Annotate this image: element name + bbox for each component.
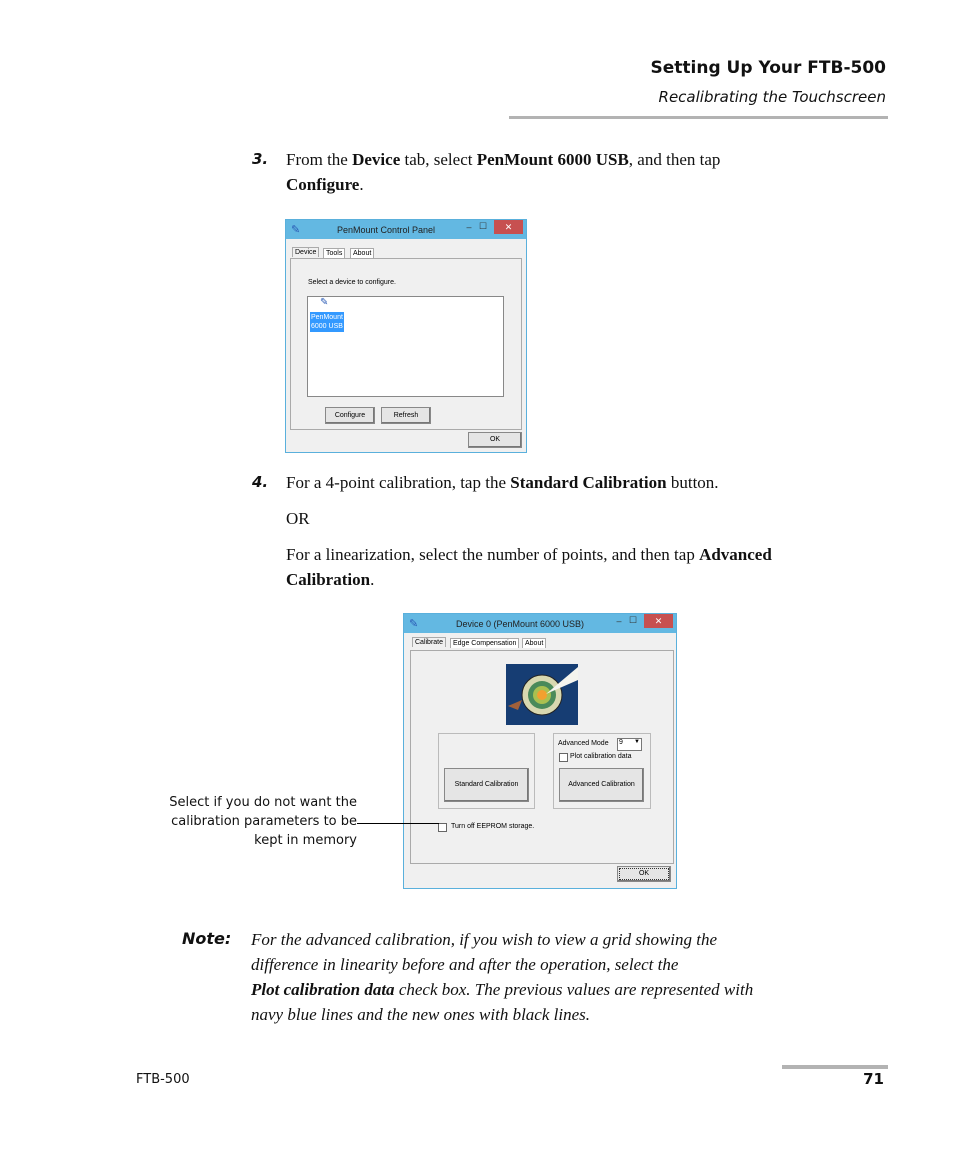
footer-rule — [782, 1065, 888, 1069]
title-bar — [404, 614, 676, 633]
minimize-button[interactable]: – — [616, 616, 622, 626]
tab-tools[interactable]: Tools — [323, 248, 345, 258]
tab-edge-compensation[interactable]: Edge Compensation — [450, 638, 519, 648]
select-device-label: Select a device to configure. — [308, 279, 396, 286]
footer-product: FTB-500 — [136, 1072, 190, 1087]
eeprom-label: Turn off EEPROM storage. — [451, 823, 535, 830]
device-list[interactable] — [307, 296, 504, 397]
ok-button[interactable]: OK — [468, 432, 522, 448]
advanced-calibration-button[interactable]: Advanced Calibration — [559, 768, 644, 802]
chapter-title: Setting Up Your FTB-500 — [650, 58, 886, 78]
pen-device-icon: ✎ — [320, 297, 329, 308]
callout-line — [357, 823, 439, 824]
step-3-text: From the Device tab, select PenMount 6000 USB, and then tap Configure. — [286, 150, 721, 194]
note-text: For the advanced calibration, if you wish to view a grid showing the difference in linearity before and after the operation, select the Plot calibration data check box. The previous values are represented with navy blue lines and the new ones with black lines. — [251, 930, 754, 1024]
device-item-penmount-6000-usb[interactable]: PenMount 6000 USB — [311, 314, 343, 330]
penmount-control-panel-window — [285, 219, 527, 453]
standard-calibration-button[interactable]: Standard Calibration — [444, 768, 529, 802]
maximize-button[interactable]: ☐ — [628, 615, 638, 625]
tab-calibrate[interactable]: Calibrate — [412, 637, 446, 647]
close-button[interactable]: ✕ — [644, 614, 673, 628]
tab-panel — [290, 258, 522, 430]
maximize-button[interactable]: ☐ — [478, 221, 488, 231]
calibration-target-image — [506, 664, 578, 725]
step-4-text: For a 4-point calibration, tap the Standard Calibration button. OR For a linearization, select the number of points, and then tap Advanced Calibration. — [286, 473, 772, 589]
advanced-mode-select[interactable]: 9 ▼ — [617, 738, 642, 751]
callout-text: Select if you do not want the calibration parameters to be kept in memory — [169, 795, 357, 848]
pen-icon: ✎ — [409, 618, 419, 630]
window-title: Device 0 (PenMount 6000 USB) — [455, 619, 585, 629]
step-number: 3. — [252, 150, 269, 168]
minimize-button[interactable]: – — [466, 222, 472, 232]
advanced-mode-label: Advanced Mode — [558, 740, 609, 747]
chevron-down-icon: ▼ — [634, 739, 640, 745]
page-number: 71 — [863, 1070, 884, 1088]
section-title: Recalibrating the Touchscreen — [658, 88, 886, 106]
note-label: Note: — [182, 929, 232, 948]
plot-calibration-label: Plot calibration data — [570, 753, 632, 760]
standard-group — [438, 733, 535, 809]
device-0-window — [403, 613, 677, 889]
tab-about[interactable]: About — [522, 638, 546, 648]
step-number: 4. — [252, 473, 269, 491]
refresh-button[interactable]: Refresh — [381, 407, 431, 424]
title-bar — [286, 220, 526, 239]
header-rule — [509, 116, 888, 119]
tab-device[interactable]: Device — [292, 247, 319, 257]
tab-panel — [410, 650, 674, 864]
ok-button[interactable]: OK — [617, 866, 671, 882]
close-button[interactable]: ✕ — [494, 220, 523, 234]
window-title: PenMount Control Panel — [336, 225, 436, 235]
advanced-group — [553, 733, 651, 809]
eeprom-checkbox[interactable] — [438, 823, 447, 832]
configure-button[interactable]: Configure — [325, 407, 375, 424]
pen-icon: ✎ — [291, 224, 301, 236]
tab-about[interactable]: About — [350, 248, 374, 258]
plot-calibration-checkbox[interactable] — [559, 753, 568, 762]
